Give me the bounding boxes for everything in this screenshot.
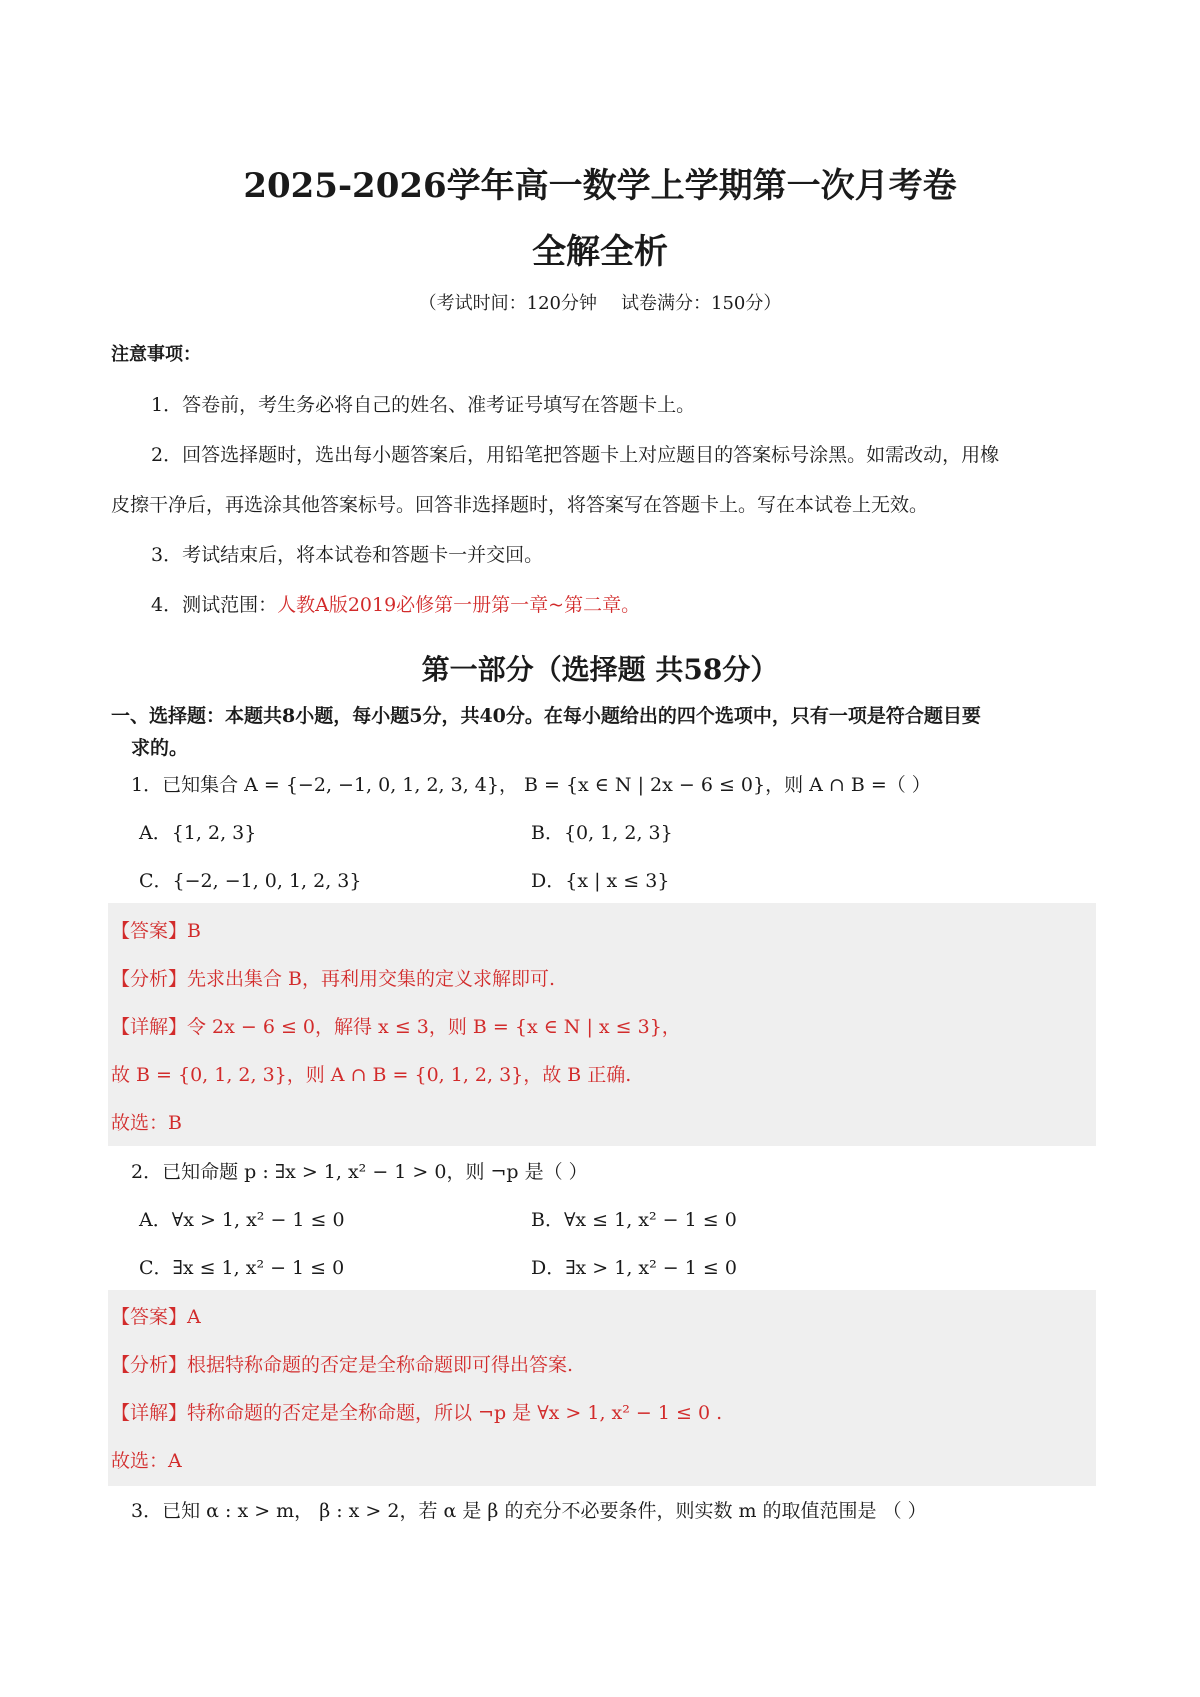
question-1-answer: 【答案】B (111, 920, 201, 942)
question-1-detail: 【详解】令 2x − 6 ≤ 0，解得 x ≤ 3，则 B = {x ∈ N | x ≤ 3}， (111, 1016, 681, 1038)
question-2-analysis: 【分析】根据特称命题的否定是全称命题即可得出答案. (111, 1354, 574, 1376)
question-1-option-a: A．{1, 2, 3} (139, 822, 257, 844)
question-1-option-d: D．{x | x ≤ 3} (531, 870, 670, 892)
question-2-stem: 2．已知命题 p : ∃x > 1, x² − 1 > 0，则 ¬p 是（ ） (131, 1161, 588, 1183)
exam-score: 试卷满分：150分） (621, 293, 782, 314)
question-2-option-d: D．∃x > 1, x² − 1 ≤ 0 (531, 1257, 737, 1279)
note-item-2: 2．回答选择题时，选出每小题答案后，用铅笔把答题卡上对应题目的答案标号涂黑。如需改动，用橡 (151, 444, 1000, 466)
exam-title: 2025-2026学年高一数学上学期第一次月考卷 (243, 166, 957, 206)
question-1-stem: 1．已知集合 A = {−2, −1, 0, 1, 2, 3, 4}， B = {x ∈ N | 2x − 6 ≤ 0}，则 A ∩ B =（ ） (131, 774, 931, 796)
question-1-option-b: B．{0, 1, 2, 3} (531, 822, 673, 844)
question-2-option-c: C．∃x ≤ 1, x² − 1 ≤ 0 (139, 1257, 345, 1279)
exam-info (0, 289, 1200, 315)
question-2-answer: 【答案】A (111, 1306, 201, 1328)
question-1-detail-cont: 故 B = {0, 1, 2, 3}，则 A ∩ B = {0, 1, 2, 3}，故 B 正确. (111, 1064, 632, 1086)
question-1-analysis: 【分析】先求出集合 B，再利用交集的定义求解即可. (111, 968, 556, 990)
note-item-4 (151, 590, 640, 617)
question-2-option-a: A．∀x > 1, x² − 1 ≤ 0 (139, 1209, 345, 1231)
note-item-4-prefix: 4．测试范围： (151, 594, 278, 616)
test-range: 人教A版2019必修第一册第一章~第二章。 (277, 594, 641, 616)
note-item-2-cont: 皮擦干净后，再选涂其他答案标号。回答非选择题时，将答案写在答题卡上。写在本试卷上无效。 (111, 494, 929, 516)
exam-subtitle: 全解全析 (532, 232, 668, 272)
question-2-solution-box (108, 1290, 1096, 1486)
exam-time: （考试时间：120分钟 (418, 293, 597, 314)
section-heading-cont: 求的。 (131, 737, 189, 759)
question-2-option-b: B．∀x ≤ 1, x² − 1 ≤ 0 (531, 1209, 737, 1231)
question-2-choice: 故选：A (111, 1450, 182, 1472)
note-item-3: 3．考试结束后，将本试卷和答题卡一并交回。 (151, 544, 544, 566)
part1-heading: 第一部分（选择题 共58分） (421, 653, 779, 686)
question-3-stem: 3．已知 α : x > m， β : x > 2，若 α 是 β 的充分不必要条件，则实数 m 的取值范围是 （ ） (131, 1500, 927, 1522)
question-2-detail: 【详解】特称命题的否定是全称命题，所以 ¬p 是 ∀x > 1, x² − 1 ≤ 0 . (111, 1402, 723, 1424)
section-heading: 一、选择题：本题共8小题，每小题5分，共40分。在每小题给出的四个选项中，只有一项是符合题目要 (111, 705, 981, 727)
notes-heading: 注意事项： (111, 344, 201, 365)
note-item-1: 1．答卷前，考生务必将自己的姓名、准考证号填写在答题卡上。 (151, 394, 696, 416)
question-1-option-c: C．{−2, −1, 0, 1, 2, 3} (139, 870, 362, 892)
question-1-choice: 故选：B (111, 1112, 182, 1134)
